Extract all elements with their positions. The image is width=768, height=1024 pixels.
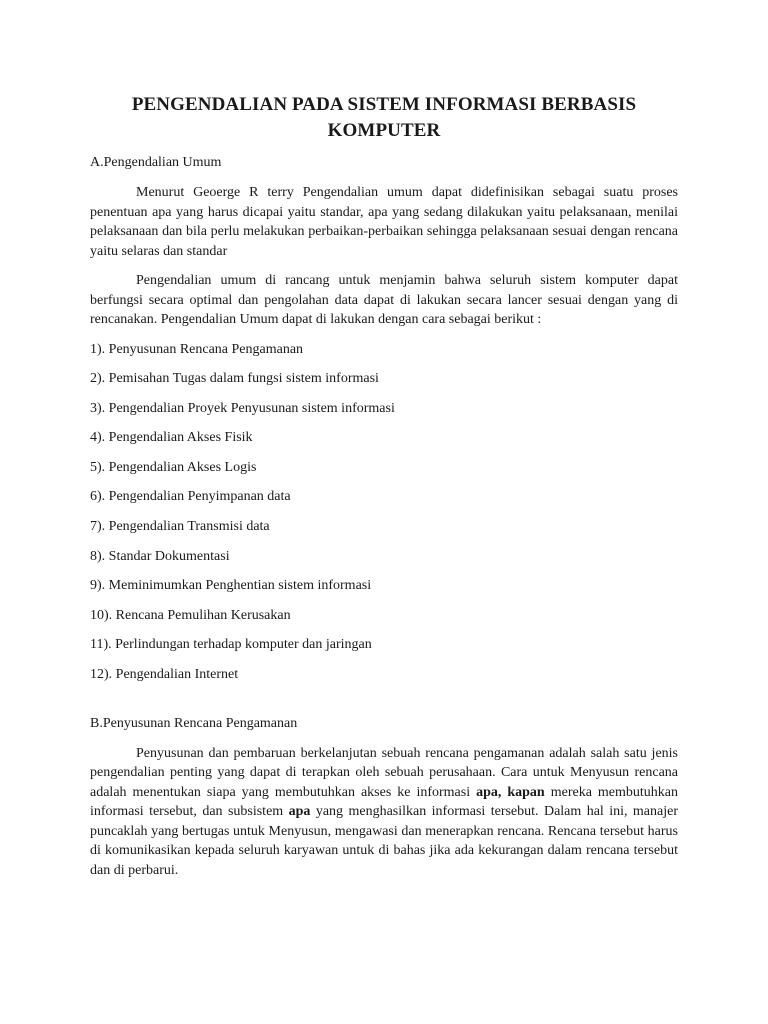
section-b-heading: B.Penyusunan Rencana Pengamanan [90, 715, 298, 731]
list-item: 3). Pengendalian Proyek Penyusunan sistem informasi [90, 400, 395, 416]
control-list [90, 340, 678, 695]
section-spacer [90, 695, 678, 714]
section-a-paragraph-2: Pengendalian umum di rancang untuk menjamin bahwa seluruh sistem komputer dapat berfungsi secara optimal dan pengolahan data dapat di lakukan secara lancer sesuai dengan yang di rencanakan. Pengendalian Umum dapat di lakukan dengan cara sebagai berikut : [90, 273, 678, 327]
document-title [90, 92, 678, 144]
title-line-2: KOMPUTER [327, 120, 441, 141]
section-b-text-1: Penyusunan dan pembaruan berkelanjutan sebuah rencana pengamanan adalah salah satu jenis pengendalian penting yang dapat di terapkan oleh sebuah perusahaan. Cara untuk Menyusun rencana adalah menentukan siapa yang membutuhkan akses ke informasi [90, 745, 678, 800]
section-a-heading: A.Pengendalian Umum [90, 155, 222, 170]
list-item: 11). Perlindungan terhadap komputer dan jaringan [90, 637, 372, 653]
section-b-text-2: mereka membutuhkan informasi tersebut, dan subsistem [90, 784, 678, 820]
list-item: 9). Meminimumkan Penghentian sistem informasi [90, 578, 372, 594]
list-item: 8). Standar Dokumentasi [90, 548, 230, 564]
list-item: 5). Pengendalian Akses Logis [90, 459, 257, 475]
title-line-1: PENGENDALIAN PADA SISTEM INFORMASI BERBASIS [131, 94, 637, 115]
list-item: 7). Pengendalian Transmisi data [90, 519, 270, 535]
document-page [90, 92, 678, 890]
list-item: 4). Pengendalian Akses Fisik [90, 430, 253, 446]
section-a-paragraph-1: Menurut Geoerge R terry Pengendalian umum dapat didefinisikan sebagai suatu proses penentuan apa yang harus dicapai yaitu standar, apa yang sedang dilakukan yaitu pelaksanaan, menilai pelaksanaan dan bila perlu melakukan perbaikan-perbaikan sehingga pelaksanaan sesuai dengan rencana yaitu selaras dan standar [90, 185, 678, 259]
section-b-bold-2: apa [288, 804, 311, 820]
list-item: 1). Penyusunan Rencana Pengamanan [90, 341, 304, 357]
list-item: 6). Pengendalian Penyimpanan data [90, 489, 291, 505]
list-item: 2). Pemisahan Tugas dalam fungsi sistem informasi [90, 371, 379, 387]
list-item: 10). Rencana Pemulihan Kerusakan [90, 607, 291, 623]
list-item: 12). Pengendalian Internet [90, 667, 239, 683]
section-b-text-3: yang menghasilkan informasi tersebut. Dalam hal ini, manajer puncaklah yang bertugas untuk Menyusun, mengawasi dan menerapkan rencana. Rencana tersebut harus di komunikasikan kepada seluruh karyawan untuk di bahas jika ada kekurangan dalam rencana tersebut dan di perbarui. [90, 804, 678, 878]
section-b-bold-1: apa, kapan [476, 784, 545, 800]
section-b-paragraph [90, 744, 678, 881]
